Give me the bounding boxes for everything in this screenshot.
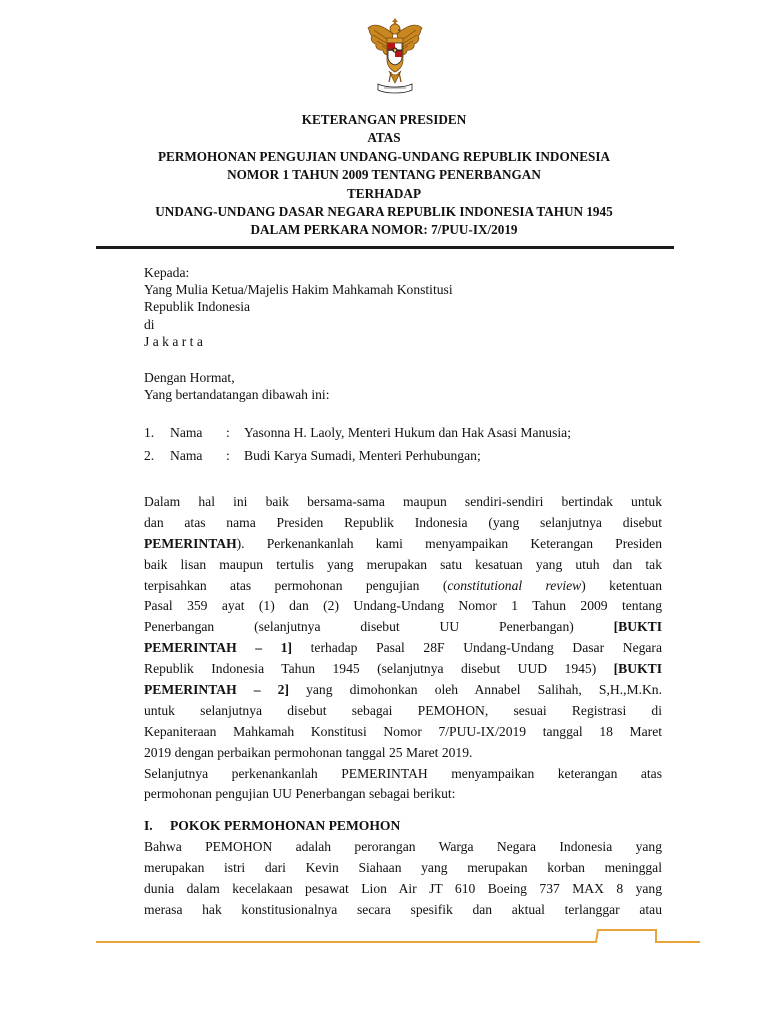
text-span: Republik Indonesia Tahun 1945 (selanjutnya disebut UUD 1945) — [144, 661, 614, 677]
text-line: Pasal 359 ayat (1) dan (2) Undang-Undang Nomor 1 Tahun 2009 tentang — [144, 598, 662, 614]
list-item — [144, 421, 571, 444]
text-span: ) ketentuan — [581, 577, 662, 593]
recipient-address — [144, 264, 662, 350]
address-line: Republik Indonesia — [144, 299, 251, 315]
address-line: Yang Mulia Ketua/Majelis Hakim Mahkamah Konstitusi — [144, 282, 453, 298]
text-span: ). Perkenankanlah kami menyampaikan Keterangan Presiden — [236, 535, 662, 551]
list-value: Budi Karya Sumadi, Menteri Perhubungan; — [244, 448, 481, 463]
text-line — [144, 638, 662, 659]
address-line: di — [144, 316, 155, 332]
section-title: POKOK PERMOHONAN PEMOHON — [170, 818, 401, 833]
bold-term: [BUKTI — [613, 661, 662, 677]
list-key: Nama — [170, 448, 203, 463]
signatory-list — [144, 421, 571, 467]
section-heading — [144, 818, 400, 834]
title-line: PERMOHONAN PENGUJIAN UNDANG-UNDANG REPUBLIK INDONESIA — [157, 148, 611, 164]
body-paragraph — [144, 492, 662, 805]
list-number: 1. — [144, 425, 155, 440]
text-span: terhadap Pasal 28F Undang-Undang Dasar Negara — [292, 640, 662, 656]
text-line — [144, 534, 662, 555]
address-city: Jakarta — [144, 333, 207, 349]
list-number: 2. — [144, 448, 155, 463]
list-colon: : — [226, 425, 230, 440]
text-line: Bahwa PEMOHON adalah perorangan Warga Negara Indonesia yang — [144, 839, 662, 854]
title-line: ATAS — [367, 130, 401, 146]
intro-text: Yang bertandatangan dibawah ini: — [144, 387, 330, 403]
bold-term: [BUKTI — [613, 619, 662, 635]
document-title — [96, 111, 672, 240]
text-line: dunia dalam kecelakaan pesawat Lion Air JT 610 Boeing 737 MAX 8 yang — [144, 880, 662, 896]
section-paragraph — [144, 837, 662, 921]
text-line: merasa hak konstitusionalnya secara spesifik dan aktual terlanggar atau — [144, 901, 662, 917]
title-line: NOMOR 1 TAHUN 2009 TENTANG PENERBANGAN — [227, 167, 541, 183]
text-span: Penerbangan (selanjutnya disebut UU Penerbangan) — [144, 619, 614, 635]
footer-divider — [96, 926, 700, 946]
greeting — [144, 369, 662, 403]
bold-term: PEMERINTAH – 1] — [144, 640, 293, 656]
list-value: Yasonna H. Laoly, Menteri Hukum dan Hak Asasi Manusia; — [244, 425, 571, 440]
address-to: Kepada: — [144, 265, 190, 280]
text-line: dan atas nama Presiden Republik Indonesia (yang selanjutnya disebut — [144, 514, 662, 530]
text-line: merupakan istri dari Kevin Siahaan yang merupakan korban meninggal — [144, 859, 662, 875]
text-span: terpisahkan atas permohonan pengujian ( — [144, 577, 448, 593]
text-line — [144, 680, 662, 701]
bold-term: PEMERINTAH — [144, 535, 237, 551]
text-span: yang dimohonkan oleh Annabel Salihah, S,H.,M.Kn. — [288, 682, 662, 698]
list-key: Nama — [170, 425, 203, 440]
text-line — [144, 617, 662, 638]
title-line: KETERANGAN PRESIDEN — [301, 112, 467, 127]
text-line: baik lisan maupun tertulis yang merupakan satu kesatuan yang utuh dan tak — [144, 556, 662, 572]
title-divider — [96, 246, 674, 249]
text-line — [144, 576, 662, 597]
salutation: Dengan Hormat, — [144, 370, 235, 385]
text-line: 2019 dengan perbaikan permohonan tanggal 25 Maret 2019. — [144, 744, 473, 760]
list-item — [144, 444, 571, 467]
text-line: permohonan pengujian UU Penerbangan sebagai berikut: — [144, 786, 456, 802]
text-line: Selanjutnya perkenankanlah PEMERINTAH menyampaikan keterangan atas — [144, 765, 662, 781]
title-line: UNDANG-UNDANG DASAR NEGARA REPUBLIK INDONESIA TAHUN 1945 — [155, 204, 613, 220]
text-line: Dalam hal ini baik bersama-sama maupun sendiri-sendiri bertindak untuk — [144, 494, 662, 509]
title-line: TERHADAP — [347, 185, 421, 201]
bold-term: PEMERINTAH – 2] — [144, 682, 289, 698]
italic-term: constitutional review — [447, 577, 582, 593]
text-line: untuk selanjutnya disebut sebagai PEMOHON, sesuai Registrasi di — [144, 702, 662, 718]
section-number: I. — [144, 818, 153, 833]
text-line — [144, 659, 662, 680]
title-line: DALAM PERKARA NOMOR: 7/PUU-IX/2019 — [250, 222, 518, 238]
list-colon: : — [226, 448, 230, 463]
text-line: Kepaniteraan Mahkamah Konstitusi Nomor 7/PUU-IX/2019 tanggal 18 Maret — [144, 723, 662, 739]
garuda-emblem-icon — [366, 16, 424, 96]
